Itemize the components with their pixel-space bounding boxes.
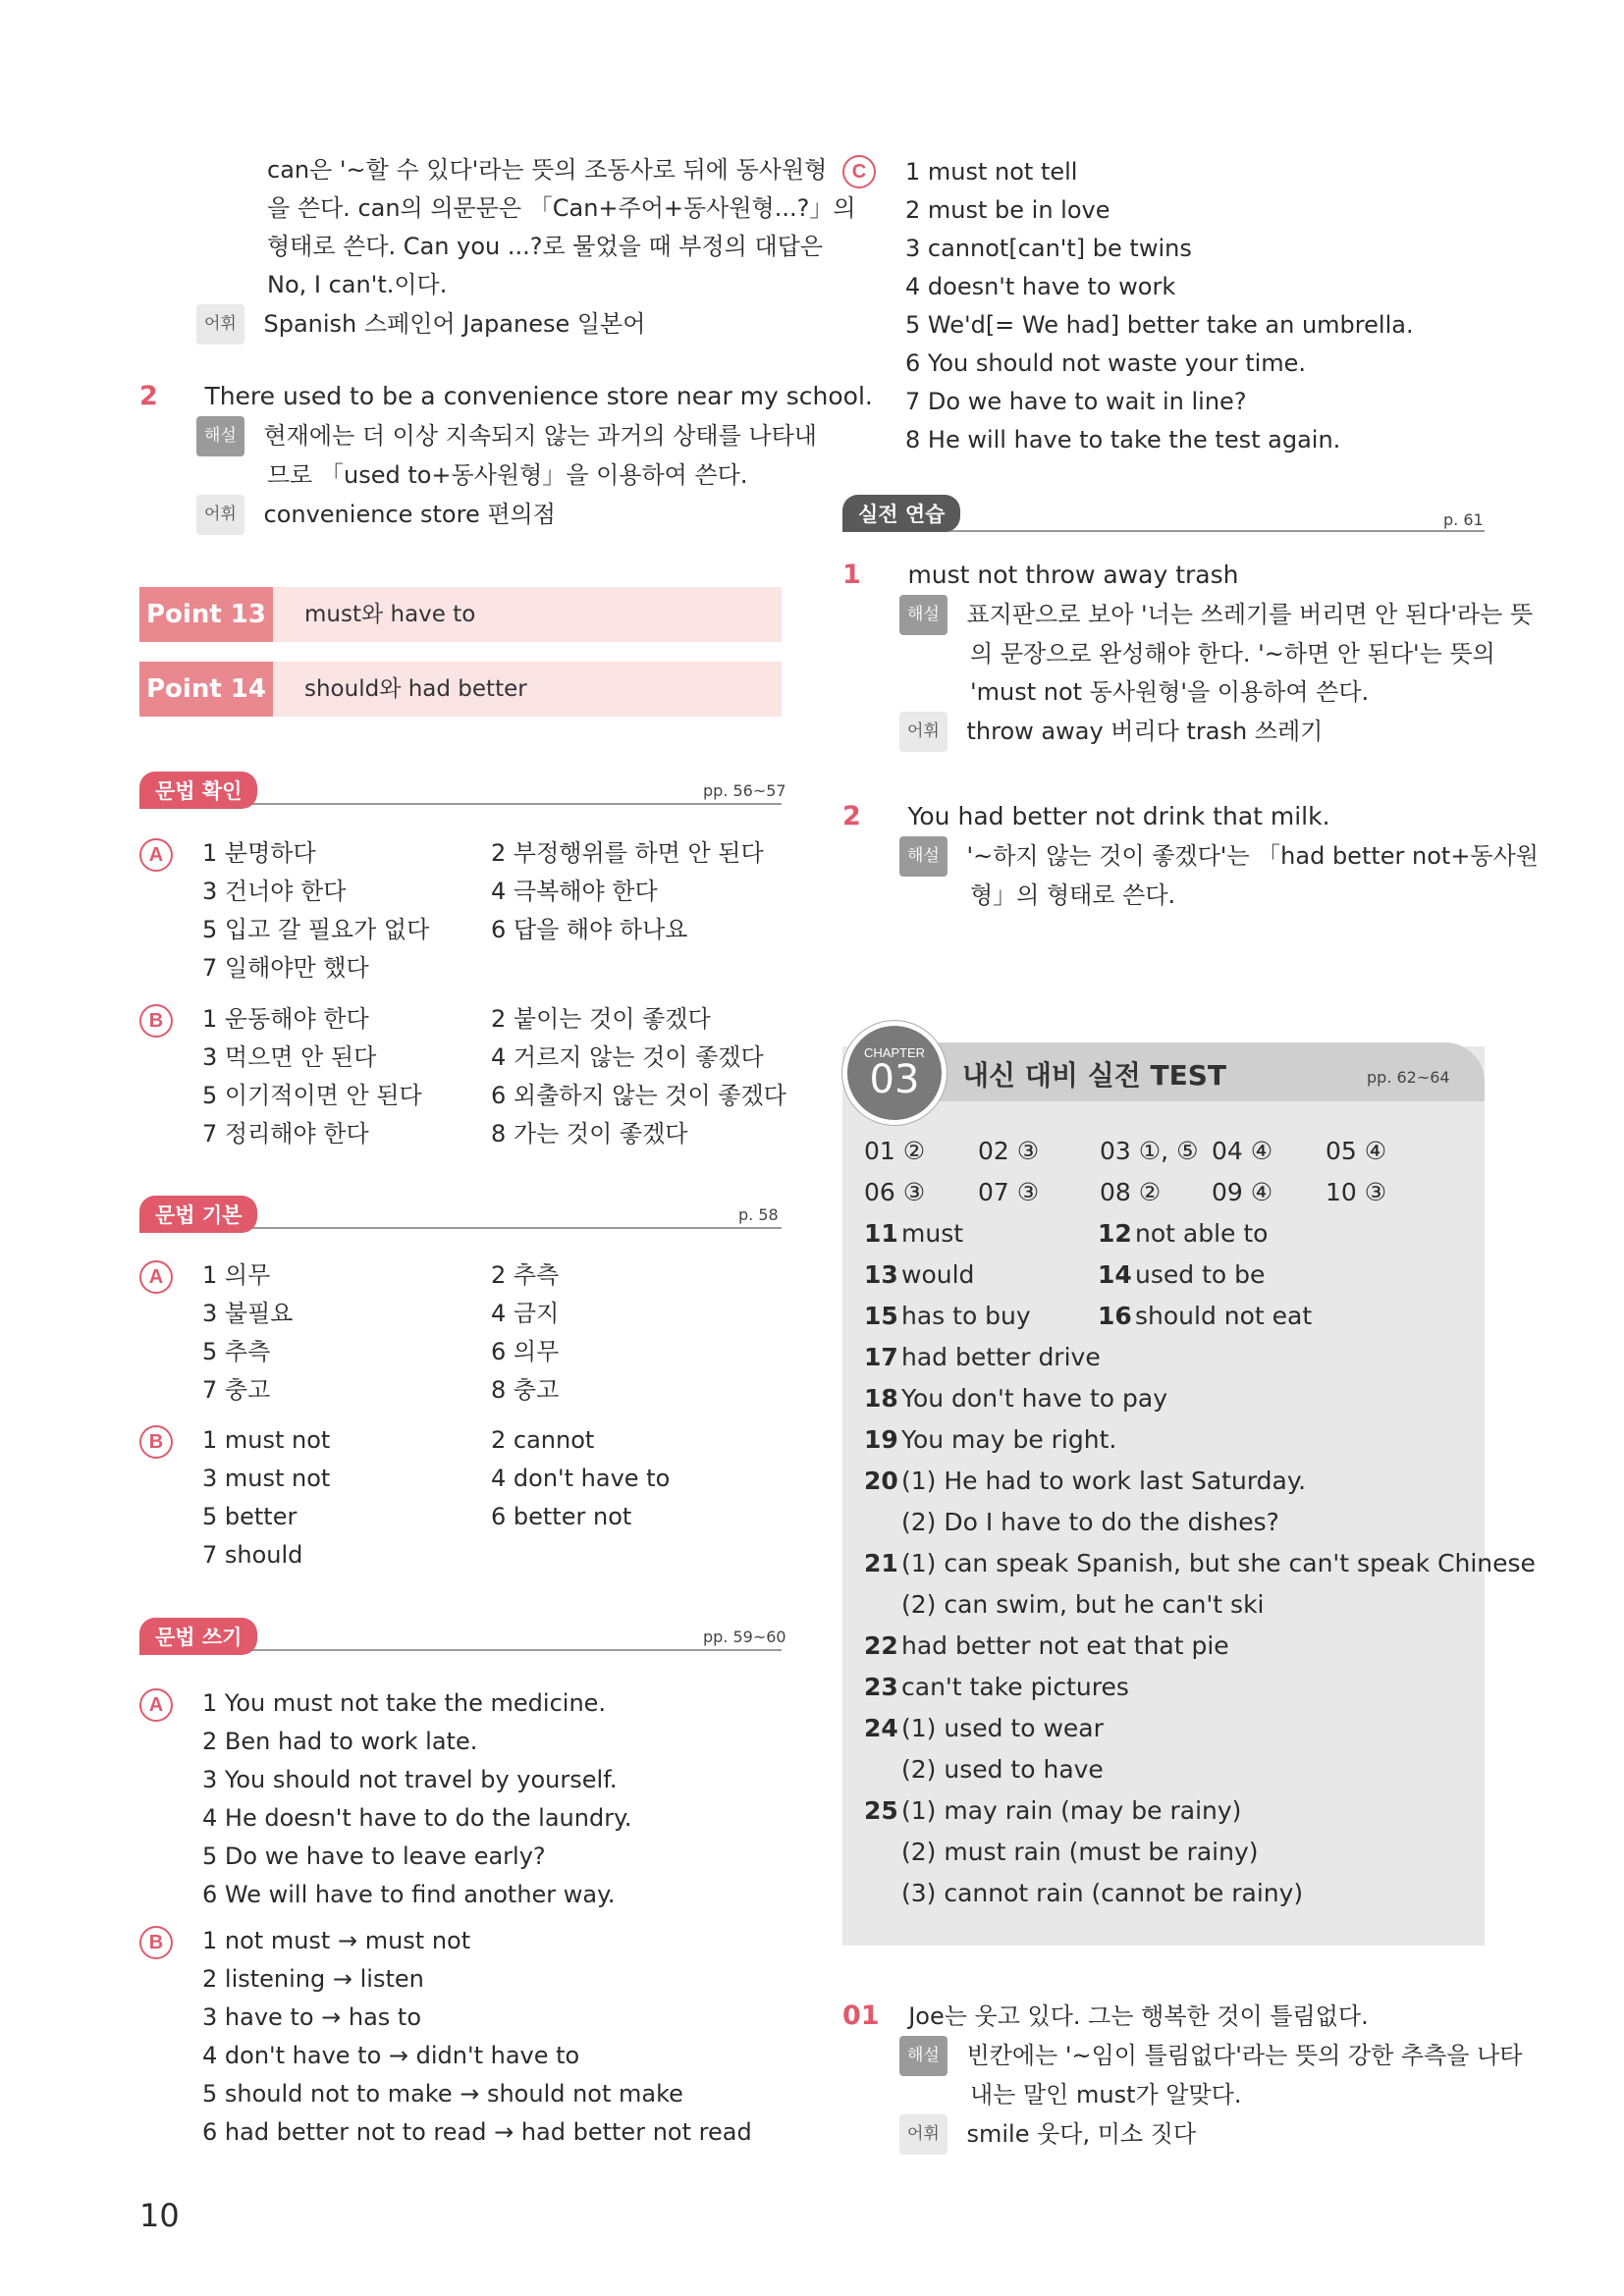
text-line: 'must not 동사원형'을 이용하여 쓴다. xyxy=(970,678,1370,706)
list-item: 2 붙이는 것이 좋겠다 xyxy=(491,1005,711,1033)
list-item: 8 가는 것이 좋겠다 xyxy=(491,1120,688,1148)
answer-row xyxy=(864,1213,1536,1255)
vocab-tag: 어휘 xyxy=(196,495,244,535)
answer-number: 21 xyxy=(864,1549,898,1577)
question-number: 1 xyxy=(842,560,861,590)
answer-text: would xyxy=(901,1260,975,1289)
answer-number: 25 xyxy=(864,1796,898,1825)
list-item: 1 must not tell xyxy=(905,158,1078,186)
answer-item: 03 ①, ⑤ xyxy=(1100,1137,1199,1165)
vocab-tag: 어휘 xyxy=(899,2114,947,2155)
list-item: 3 먹으면 안 된다 xyxy=(202,1043,377,1071)
answer-text: (2) can swim, but he can't ski xyxy=(901,1590,1265,1619)
letter-c-badge: C xyxy=(842,155,876,188)
answer-number: 16 xyxy=(1098,1302,1132,1330)
letter-a-badge: A xyxy=(139,1260,173,1294)
answer-number: 20 xyxy=(864,1467,898,1495)
list-item: 6 We will have to find another way. xyxy=(202,1881,616,1908)
answer-number: 17 xyxy=(864,1343,898,1371)
answer-row xyxy=(864,1255,1536,1296)
list-item: 1 의무 xyxy=(202,1261,271,1289)
answer-number: 18 xyxy=(864,1384,898,1413)
answer-text: You don't have to pay xyxy=(901,1384,1167,1413)
answer-text: (1) may rain (may be rainy) xyxy=(901,1796,1242,1825)
text-line: '~하지 않는 것이 좋겠다'는 「had better not+동사원 xyxy=(966,841,1539,870)
answer-row xyxy=(864,1543,1536,1584)
section-title-practice: 실전 연습 xyxy=(842,495,960,532)
grammar-check-b-col1 xyxy=(202,1000,422,1153)
question-01 xyxy=(842,1997,1369,2036)
answer-number: 13 xyxy=(864,1260,898,1289)
section-title-grammar-write: 문법 쓰기 xyxy=(139,1618,257,1655)
list-item: 6 You should not waste your time. xyxy=(905,349,1307,377)
list-item: 5 입고 갈 필요가 없다 xyxy=(202,916,430,943)
answer-row xyxy=(864,1749,1536,1790)
point-13-box xyxy=(139,587,782,642)
answer-text: not able to xyxy=(1135,1219,1269,1248)
answer-row xyxy=(864,1337,1536,1378)
point-text: must와 have to xyxy=(304,602,476,627)
answer-text: must not throw away trash xyxy=(907,561,1239,589)
answer-text: has to buy xyxy=(901,1302,1031,1330)
chapter-badge xyxy=(842,1021,947,1125)
answer-number: 14 xyxy=(1098,1260,1132,1289)
list-item: 5 should not to make → should not make xyxy=(202,2080,683,2108)
text-line: 내는 말인 must가 알맞다. xyxy=(970,2081,1242,2109)
list-item: 7 일해야만 했다 xyxy=(202,954,369,982)
text-line: 형태로 쓴다. Can you ...?로 물었을 때 부정의 대답은 xyxy=(267,233,824,260)
grammar-check-a-col1 xyxy=(202,834,429,988)
answer-item: 04 ④ xyxy=(1212,1137,1273,1165)
list-item: 5 이기적이면 안 된다 xyxy=(202,1082,422,1109)
vocab-text: throw away 버리다 trash 쓰레기 xyxy=(966,717,1324,745)
list-item: 4 극복해야 한다 xyxy=(491,878,658,905)
point-label: Point 13 xyxy=(139,587,273,642)
list-item: 2 listening → listen xyxy=(202,1965,424,1993)
answer-number: 12 xyxy=(1098,1219,1132,1248)
section-title-grammar-check: 문법 확인 xyxy=(139,772,257,809)
grammar-check-b-col2 xyxy=(491,1000,786,1153)
answer-text: You may be right. xyxy=(901,1425,1117,1454)
vocab-tag: 어휘 xyxy=(196,304,244,345)
question-01-explanation xyxy=(899,2036,1522,2155)
text-line: 므로 「used to+동사원형」을 이용하여 쓴다. xyxy=(267,461,748,489)
text-line: 표지판으로 보아 '너는 쓰레기를 버리면 안 된다'라는 뜻 xyxy=(966,600,1534,628)
page-reference: pp. 56~57 xyxy=(703,781,786,800)
list-item: 3 must not xyxy=(202,1465,331,1492)
vocab-text: Spanish 스페인어 Japanese 일본어 xyxy=(263,309,646,338)
text-line: 형」의 형태로 쓴다. xyxy=(970,881,1176,909)
answer-row xyxy=(864,1667,1536,1708)
answer-row xyxy=(864,1708,1536,1749)
answer-number: 15 xyxy=(864,1302,898,1330)
point-text: should와 had better xyxy=(304,676,527,702)
answer-row xyxy=(864,1172,1536,1213)
letter-a-badge: A xyxy=(139,838,173,872)
list-item: 3 건너야 한다 xyxy=(202,878,347,905)
grammar-write-a-list xyxy=(202,1684,631,1914)
answer-row xyxy=(864,1296,1536,1337)
answer-item: 08 ② xyxy=(1100,1178,1162,1206)
grammar-basic-b-col2 xyxy=(491,1421,670,1536)
list-item: 2 Ben had to work late. xyxy=(202,1728,478,1755)
answer-number: 24 xyxy=(864,1714,898,1742)
letter-b-badge: B xyxy=(139,1926,173,1959)
answer-item: 02 ③ xyxy=(978,1137,1040,1165)
chapter-answers xyxy=(864,1131,1536,1914)
list-item: 5 Do we have to leave early? xyxy=(202,1842,546,1870)
list-item: 6 의무 xyxy=(491,1338,560,1365)
list-item: 2 부정행위를 하면 안 된다 xyxy=(491,839,764,867)
practice-q1-explanation xyxy=(899,595,1533,752)
list-item: 5 We'd[= We had] better take an umbrella. xyxy=(905,311,1414,339)
grammar-basic-a-col1 xyxy=(202,1256,293,1410)
answer-row xyxy=(864,1790,1536,1832)
list-item: 3 불필요 xyxy=(202,1300,294,1327)
list-item: 7 충고 xyxy=(202,1376,271,1404)
answer-item: 05 ④ xyxy=(1326,1137,1387,1165)
list-item: 5 better xyxy=(202,1503,298,1530)
vocab-text: smile 웃다, 미소 짓다 xyxy=(966,2119,1197,2148)
chapter-number: 03 xyxy=(869,1057,920,1102)
answer-number: 19 xyxy=(864,1425,898,1454)
letter-a-badge: A xyxy=(139,1688,173,1722)
left-top-explanation xyxy=(267,151,856,304)
answer-item: 10 ③ xyxy=(1326,1178,1387,1206)
section-title-grammar-basic: 문법 기본 xyxy=(139,1196,257,1233)
point-label: Point 14 xyxy=(139,662,273,717)
answer-item: 09 ④ xyxy=(1212,1178,1273,1206)
explanation-tag: 해설 xyxy=(899,2036,947,2076)
point-14-box xyxy=(139,662,782,717)
answer-text: (2) Do I have to do the dishes? xyxy=(901,1508,1279,1536)
list-item: 6 had better not to read → had better not read xyxy=(202,2118,752,2146)
list-item: 7 Do we have to wait in line? xyxy=(905,388,1247,415)
list-item: 3 have to → has to xyxy=(202,2003,422,2031)
text-line: 빈칸에는 '~임이 틀림없다'라는 뜻의 강한 추측을 나타 xyxy=(966,2041,1523,2069)
answer-row xyxy=(864,1419,1536,1461)
answer-text: used to be xyxy=(1135,1260,1266,1289)
explanation-tag: 해설 xyxy=(196,416,244,456)
answer-text: (2) must rain (must be rainy) xyxy=(901,1838,1259,1866)
list-item: 4 doesn't have to work xyxy=(905,273,1176,300)
list-item: 2 추측 xyxy=(491,1261,560,1289)
list-item: 5 추측 xyxy=(202,1338,271,1365)
list-item: 4 He doesn't have to do the laundry. xyxy=(202,1804,632,1832)
answer-text: (1) used to wear xyxy=(901,1714,1104,1742)
answer-number: 22 xyxy=(864,1631,898,1660)
answer-number: 23 xyxy=(864,1673,898,1701)
list-item: 6 외출하지 않는 것이 좋겠다 xyxy=(491,1082,786,1109)
practice-q2 xyxy=(842,797,1330,836)
vocab-text: convenience store 편의점 xyxy=(263,500,556,528)
list-item: 1 must not xyxy=(202,1426,331,1454)
question-number: 01 xyxy=(842,2001,880,2031)
chapter-label: CHAPTER xyxy=(863,1045,926,1060)
text-line: 을 쓴다. can의 의문문은 「Can+주어+동사원형...?」의 xyxy=(267,194,856,222)
answer-number: 11 xyxy=(864,1219,898,1248)
grammar-basic-b-col1 xyxy=(202,1421,330,1575)
answer-row xyxy=(864,1626,1536,1667)
letter-b-badge: B xyxy=(139,1004,173,1038)
text-line: 의 문장으로 완성해야 한다. '~하면 안 된다'는 뜻의 xyxy=(970,640,1495,667)
answer-item: 01 ② xyxy=(864,1137,926,1165)
list-item: 3 You should not travel by yourself. xyxy=(202,1766,618,1793)
list-item: 2 cannot xyxy=(491,1426,595,1454)
text-line: can은 '~할 수 있다'라는 뜻의 조동사로 뒤에 동사원형 xyxy=(267,156,828,184)
question-sentence: Joe는 웃고 있다. 그는 행복한 것이 틀림없다. xyxy=(908,2002,1369,2030)
practice-q2-explanation xyxy=(899,836,1539,915)
answer-text: must xyxy=(901,1219,964,1248)
page-reference: pp. 62~64 xyxy=(1367,1068,1450,1087)
list-item: 3 cannot[can't] be twins xyxy=(905,235,1192,262)
question-number: 2 xyxy=(139,381,158,411)
grammar-write-b-list xyxy=(202,1922,752,2152)
left-q2 xyxy=(139,377,873,416)
page-reference: p. 58 xyxy=(738,1205,779,1224)
list-item: 1 운동해야 한다 xyxy=(202,1005,369,1033)
answer-item: 06 ③ xyxy=(864,1178,926,1206)
list-item: 6 better not xyxy=(491,1503,632,1530)
letter-b-badge: B xyxy=(139,1425,173,1459)
answer-text: (3) cannot rain (cannot be rainy) xyxy=(901,1879,1304,1907)
list-item: 2 must be in love xyxy=(905,196,1110,224)
list-item: 4 don't have to xyxy=(491,1465,671,1492)
answer-row xyxy=(864,1378,1536,1419)
vocab-tag: 어휘 xyxy=(899,712,947,752)
list-item: 8 He will have to take the test again. xyxy=(905,426,1341,454)
page-reference: p. 61 xyxy=(1443,510,1484,529)
left-top-vocab xyxy=(196,304,645,345)
page-reference: pp. 59~60 xyxy=(703,1628,786,1646)
text-line: No, I can't.이다. xyxy=(267,271,448,298)
answer-row xyxy=(864,1502,1536,1543)
answer-text: can't take pictures xyxy=(901,1673,1129,1701)
answers-c-list xyxy=(905,153,1414,459)
answer-row xyxy=(864,1131,1536,1172)
explanation-tag: 해설 xyxy=(899,836,947,877)
answer-text: had better drive xyxy=(901,1343,1101,1371)
explanation-tag: 해설 xyxy=(899,595,947,635)
list-item: 1 분명하다 xyxy=(202,839,316,867)
grammar-basic-a-col2 xyxy=(491,1256,559,1410)
list-item: 4 don't have to → didn't have to xyxy=(202,2042,580,2069)
answer-row xyxy=(864,1873,1536,1914)
left-q2-explanation xyxy=(196,416,817,535)
answer-text: had better not eat that pie xyxy=(901,1631,1229,1660)
list-item: 1 You must not take the medicine. xyxy=(202,1689,607,1717)
page-number: 10 xyxy=(139,2197,180,2234)
list-item: 7 should xyxy=(202,1541,303,1569)
list-item: 8 충고 xyxy=(491,1376,560,1404)
chapter-title: 내신 대비 실전 TEST xyxy=(962,1059,1227,1092)
list-item: 1 not must → must not xyxy=(202,1927,471,1954)
answer-row xyxy=(864,1832,1536,1873)
question-number: 2 xyxy=(842,801,861,831)
text-line: 현재에는 더 이상 지속되지 않는 과거의 상태를 나타내 xyxy=(263,421,817,450)
answer-text: You had better not drink that milk. xyxy=(907,802,1330,830)
answer-text: (1) can speak Spanish, but she can't speak Chinese xyxy=(901,1549,1536,1577)
answer-row xyxy=(864,1461,1536,1502)
grammar-check-a-col2 xyxy=(491,834,764,949)
answer-text: should not eat xyxy=(1135,1302,1313,1330)
practice-q1 xyxy=(842,556,1238,595)
list-item: 6 답을 해야 하나요 xyxy=(491,916,688,943)
answer-row xyxy=(864,1584,1536,1626)
list-item: 4 금지 xyxy=(491,1300,560,1327)
answer-text: (1) He had to work last Saturday. xyxy=(901,1467,1307,1495)
list-item: 7 정리해야 한다 xyxy=(202,1120,369,1148)
answer-text: (2) used to have xyxy=(901,1755,1104,1784)
answer-text: There used to be a convenience store near my school. xyxy=(204,382,873,410)
answer-item: 07 ③ xyxy=(978,1178,1040,1206)
list-item: 4 거르지 않는 것이 좋겠다 xyxy=(491,1043,764,1071)
